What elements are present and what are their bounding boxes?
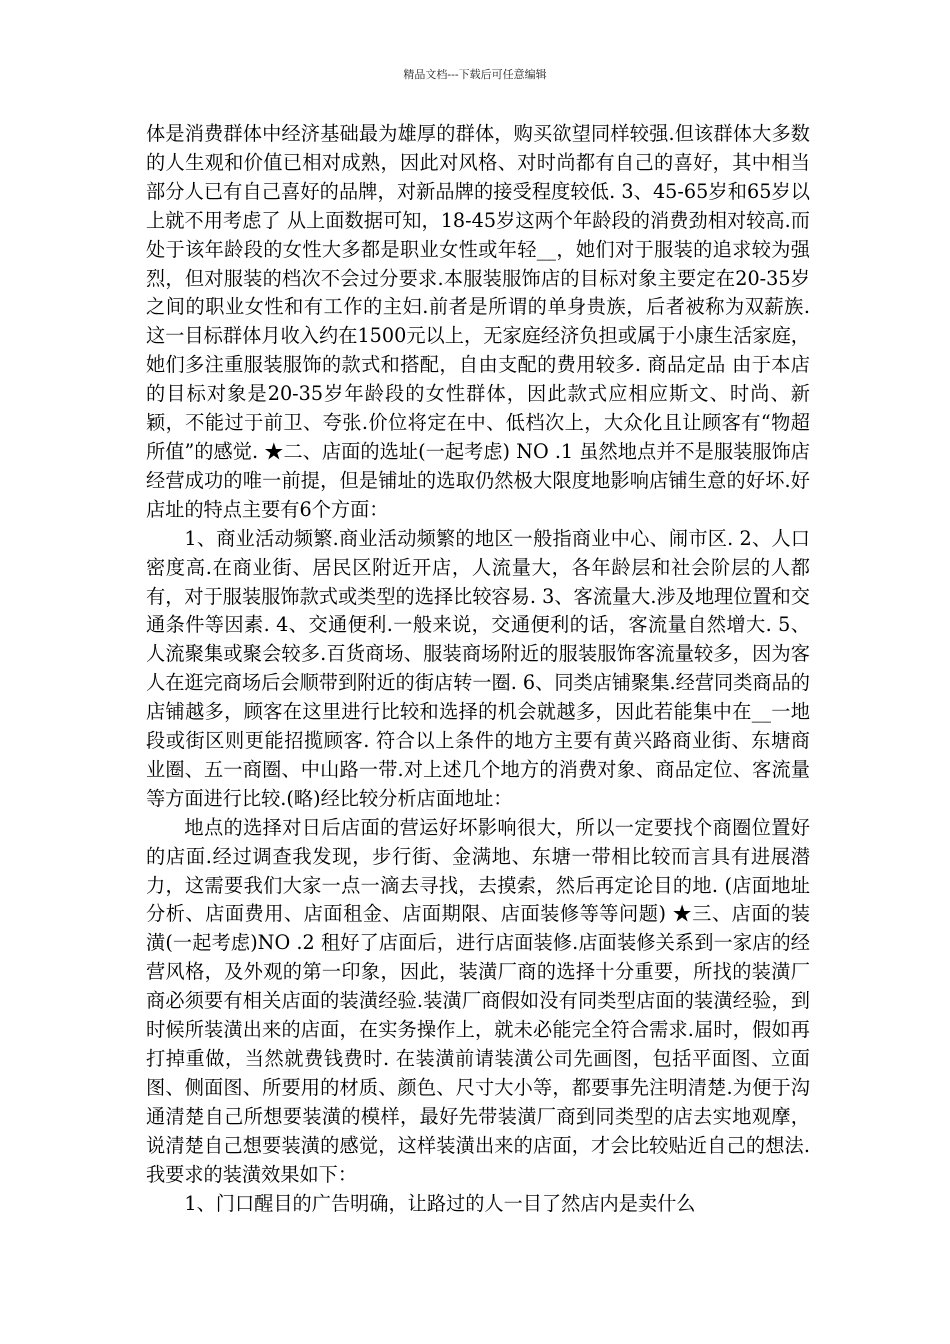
paragraph: 体是消费群体中经济基础最为雄厚的群体，购买欲望同样较强.但该群体大多数的人生观和价值已相对成熟，因此对风格、对时尚都有自己的喜好，其中相当部分人已有自己喜好的品牌，对新品牌的接受程度较低. 3、45-65岁和65岁以上就不用考虑了 从上面数据可知，18-45岁这两个年龄段的消费劲相对较高.而处于该年龄段的女性大多都是职业女性或年轻__，她们对于服装的追求较为强烈，但对服装的档次不会过分要求.本服装服饰店的目标对象主要定在20-35岁之间的职业女性和有工作的主妇.前者是所谓的单身贵族，后者被称为双薪族.这一目标群体月收入约在1500元以上，无家庭经济负担或属于小康生活家庭，她们多注重服装服饰的款式和搭配，自由支配的费用较多. 商品定品 由于本店的目标对象是20-35岁年龄段的女性群体，因此款式应相应斯文、时尚、新颖，不能过于前卫、夸张.价位将定在中、低档次上，大众化且让顾客有“物超所值”的感觉. ★二、店面的选址(一起考虑) NO .1 虽然地点并不是服装服饰店经营成功的唯一前提，但是铺址的选取仍然极大限度地影响店铺生意的好坏.好店址的特点主要有6个方面： — [146, 122, 810, 521]
paragraph: 1、门口醒目的广告明确，让路过的人一目了然店内是卖什么 — [184, 1191, 696, 1215]
page-header: 精品文档---下载后可任意编辑 — [403, 68, 547, 81]
paragraph: 1、商业活动频繁.商业活动频繁的地区一般指商业中心、闹市区. 2、人口密度高.在商业街、居民区附近开店，人流量大，各年龄层和社会阶层的人都有，对于服装服饰款式或类型的选择比较容易. 3、客流量大.涉及地理位置和交通条件等因素. 4、交通便利.一般来说，交通便利的话，客流量自然增大. 5、人流聚集或聚会较多.百货商场、服装商场附近的服装服饰客流量较多，因为客人在逛完商场后会顺带到附近的街店转一圈. 6、同类店铺聚集.经营同类商品的店铺越多，顾客在这里进行比较和选择的机会就越多，因此若能集中在__一地段或街区则更能招揽顾客. 符合以上条件的地方主要有黄兴路商业街、东塘商业圈、五一商圈、中山路一带.对上述几个地方的消费对象、商品定位、客流量等方面进行比较.(略)经比较分析店面地址： — [146, 526, 810, 810]
paragraph: 地点的选择对日后店面的营运好坏影响很大，所以一定要找个商圈位置好的店面.经过调查我发现，步行街、金满地、东塘一带相比较而言具有进展潜力，这需要我们大家一点一滴去寻找，去摸索，然后再定论目的地. (店面地址分析、店面费用、店面租金、店面期限、店面装修等等问题) ★三、店面的装潢(一起考虑)NO .2 租好了店面后，进行店面装修.店面装修关系到一家店的经营风格，及外观的第一印象，因此，装潢厂商的选择十分重要，所找的装潢厂商必须要有相关店面的装潢经验.装潢厂商假如没有同类型店面的装潢经验，到时候所装潢出来的店面，在实务操作上，就未必能完全符合需求.届时，假如再打掉重做，当然就费钱费时. 在装潢前请装潢公司先画图，包括平面图、立面图、侧面图、所要用的材质、颜色、尺寸大小等，都要事先注明清楚.为便于沟通清楚自己所想要装潢的模样，最好先带装潢厂商到同类型的店去实地观摩，说清楚自己想要装潢的感觉，这样装潢出来的店面，才会比较贴近自己的想法. 我要求的装潢效果如下： — [146, 815, 810, 1186]
document-body — [146, 120, 810, 1218]
